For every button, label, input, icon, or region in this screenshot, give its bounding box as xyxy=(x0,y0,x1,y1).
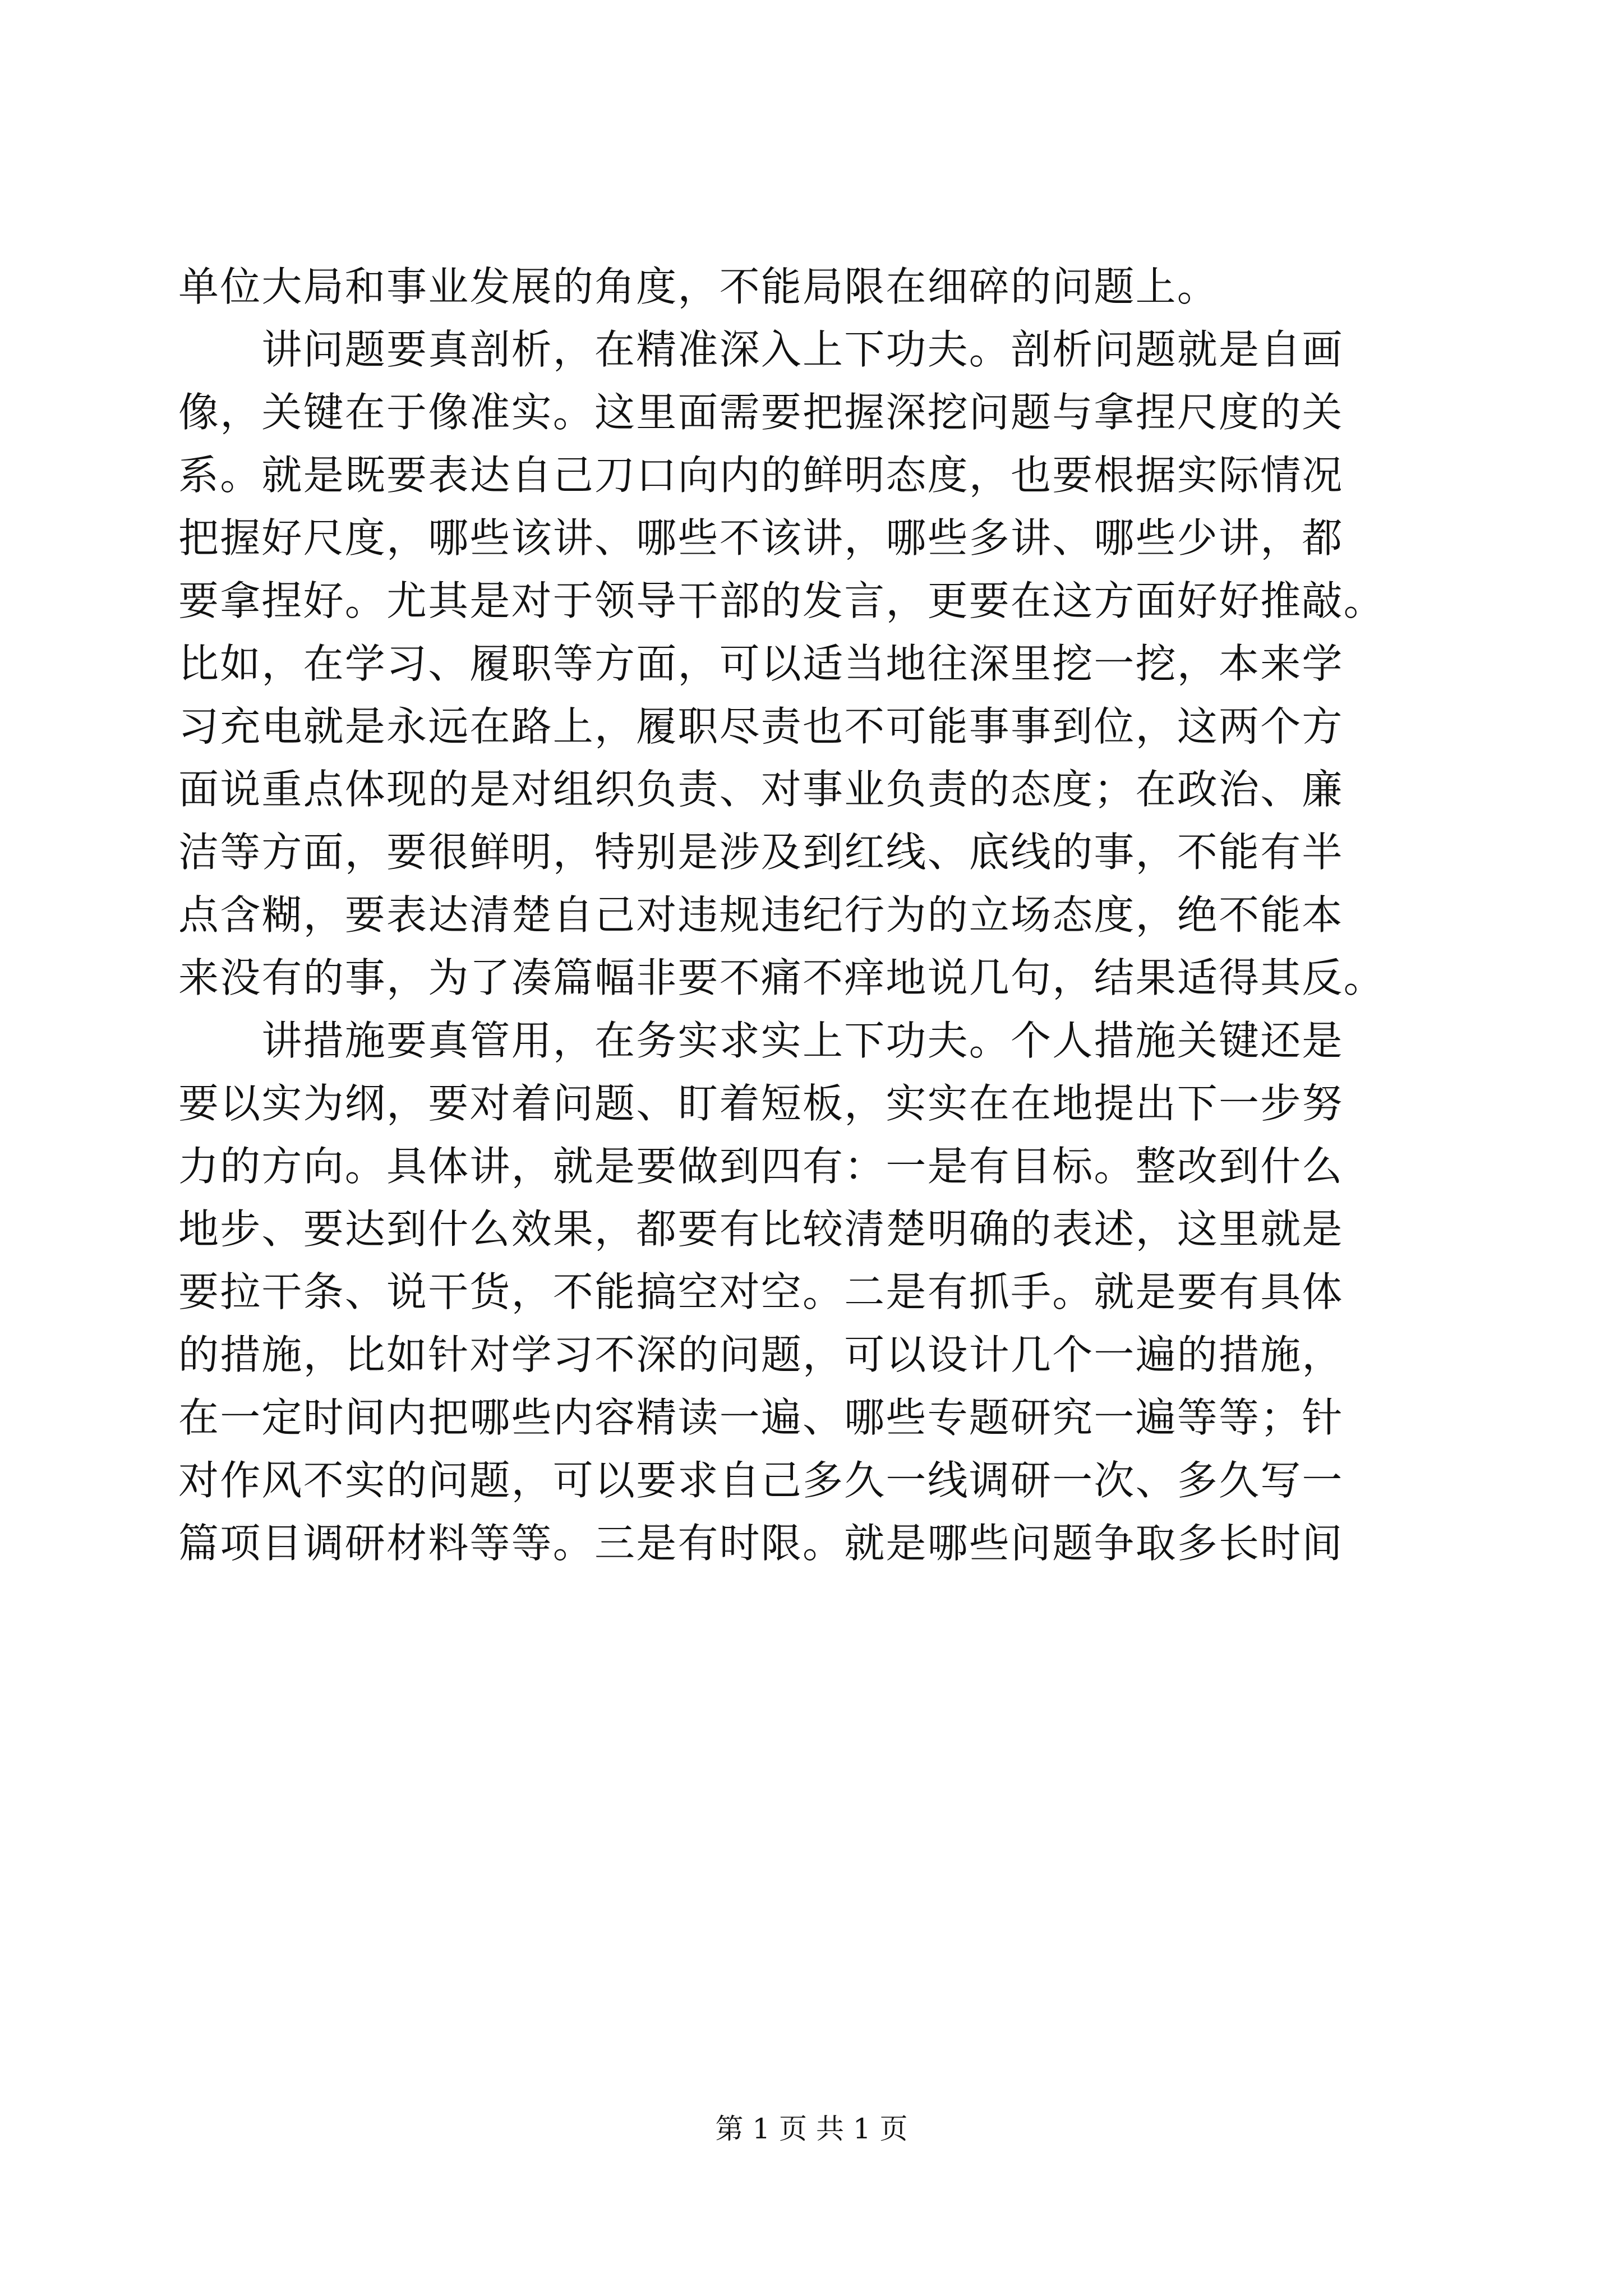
text-line: 洁等方面，要很鲜明，特别是涉及到红线、底线的事，不能有半 xyxy=(178,829,1344,876)
text-line: 单位大局和事业发展的角度，不能局限在细碎的问题上。 xyxy=(178,263,1219,310)
text-line: 系。就是既要表达自己刀口向内的鲜明态度，也要根据实际情况 xyxy=(178,452,1344,499)
text-line: 来没有的事，为了凑篇幅非要不痛不痒地说几句，结果适得其反。 xyxy=(178,954,1385,1001)
text-line: 要以实为纲，要对着问题、盯着短板，实实在在地提出下一步努 xyxy=(178,1080,1344,1127)
text-line: 地步、要达到什么效果，都要有比较清楚明确的表述，这里就是 xyxy=(178,1205,1344,1253)
text-line: 在一定时间内把哪些内容精读一遍、哪些专题研究一遍等等；针 xyxy=(178,1394,1344,1441)
body-text xyxy=(178,255,1435,1575)
text-line: 比如，在学习、履职等方面，可以适当地往深里挖一挖，本来学 xyxy=(178,640,1344,687)
text-line: 篇项目调研材料等等。三是有时限。就是哪些问题争取多长时间 xyxy=(178,1520,1344,1567)
text-line: 的措施，比如针对学习不深的问题，可以设计几个一遍的措施， xyxy=(178,1331,1344,1378)
text-line: 面说重点体现的是对组织负责、对事业负责的态度；在政治、廉 xyxy=(178,766,1344,813)
text-line: 讲问题要真剖析，在精准深入上下功夫。剖析问题就是自画 xyxy=(178,326,1344,373)
text-line: 要拿捏好。尤其是对于领导干部的发言，更要在这方面好好推敲。 xyxy=(178,577,1385,624)
text-line: 把握好尺度，哪些该讲、哪些不该讲，哪些多讲、哪些少讲，都 xyxy=(178,514,1344,562)
page-footer: 第 1 页 共 1 页 xyxy=(715,2113,908,2145)
text-line: 对作风不实的问题，可以要求自己多久一线调研一次、多久写一 xyxy=(178,1457,1344,1504)
text-line: 像，关键在于像准实。这里面需要把握深挖问题与拿捏尺度的关 xyxy=(178,389,1344,436)
text-line: 点含糊，要表达清楚自己对违规违纪行为的立场态度，绝不能本 xyxy=(178,891,1344,938)
text-line: 习充电就是永远在路上，履职尽责也不可能事事到位，这两个方 xyxy=(178,703,1344,750)
text-line: 讲措施要真管用，在务实求实上下功夫。个人措施关键还是 xyxy=(178,1017,1344,1064)
text-line: 力的方向。具体讲，就是要做到四有：一是有目标。整改到什么 xyxy=(178,1143,1344,1190)
text-line: 要拉干条、说干货，不能搞空对空。二是有抓手。就是要有具体 xyxy=(178,1268,1344,1315)
